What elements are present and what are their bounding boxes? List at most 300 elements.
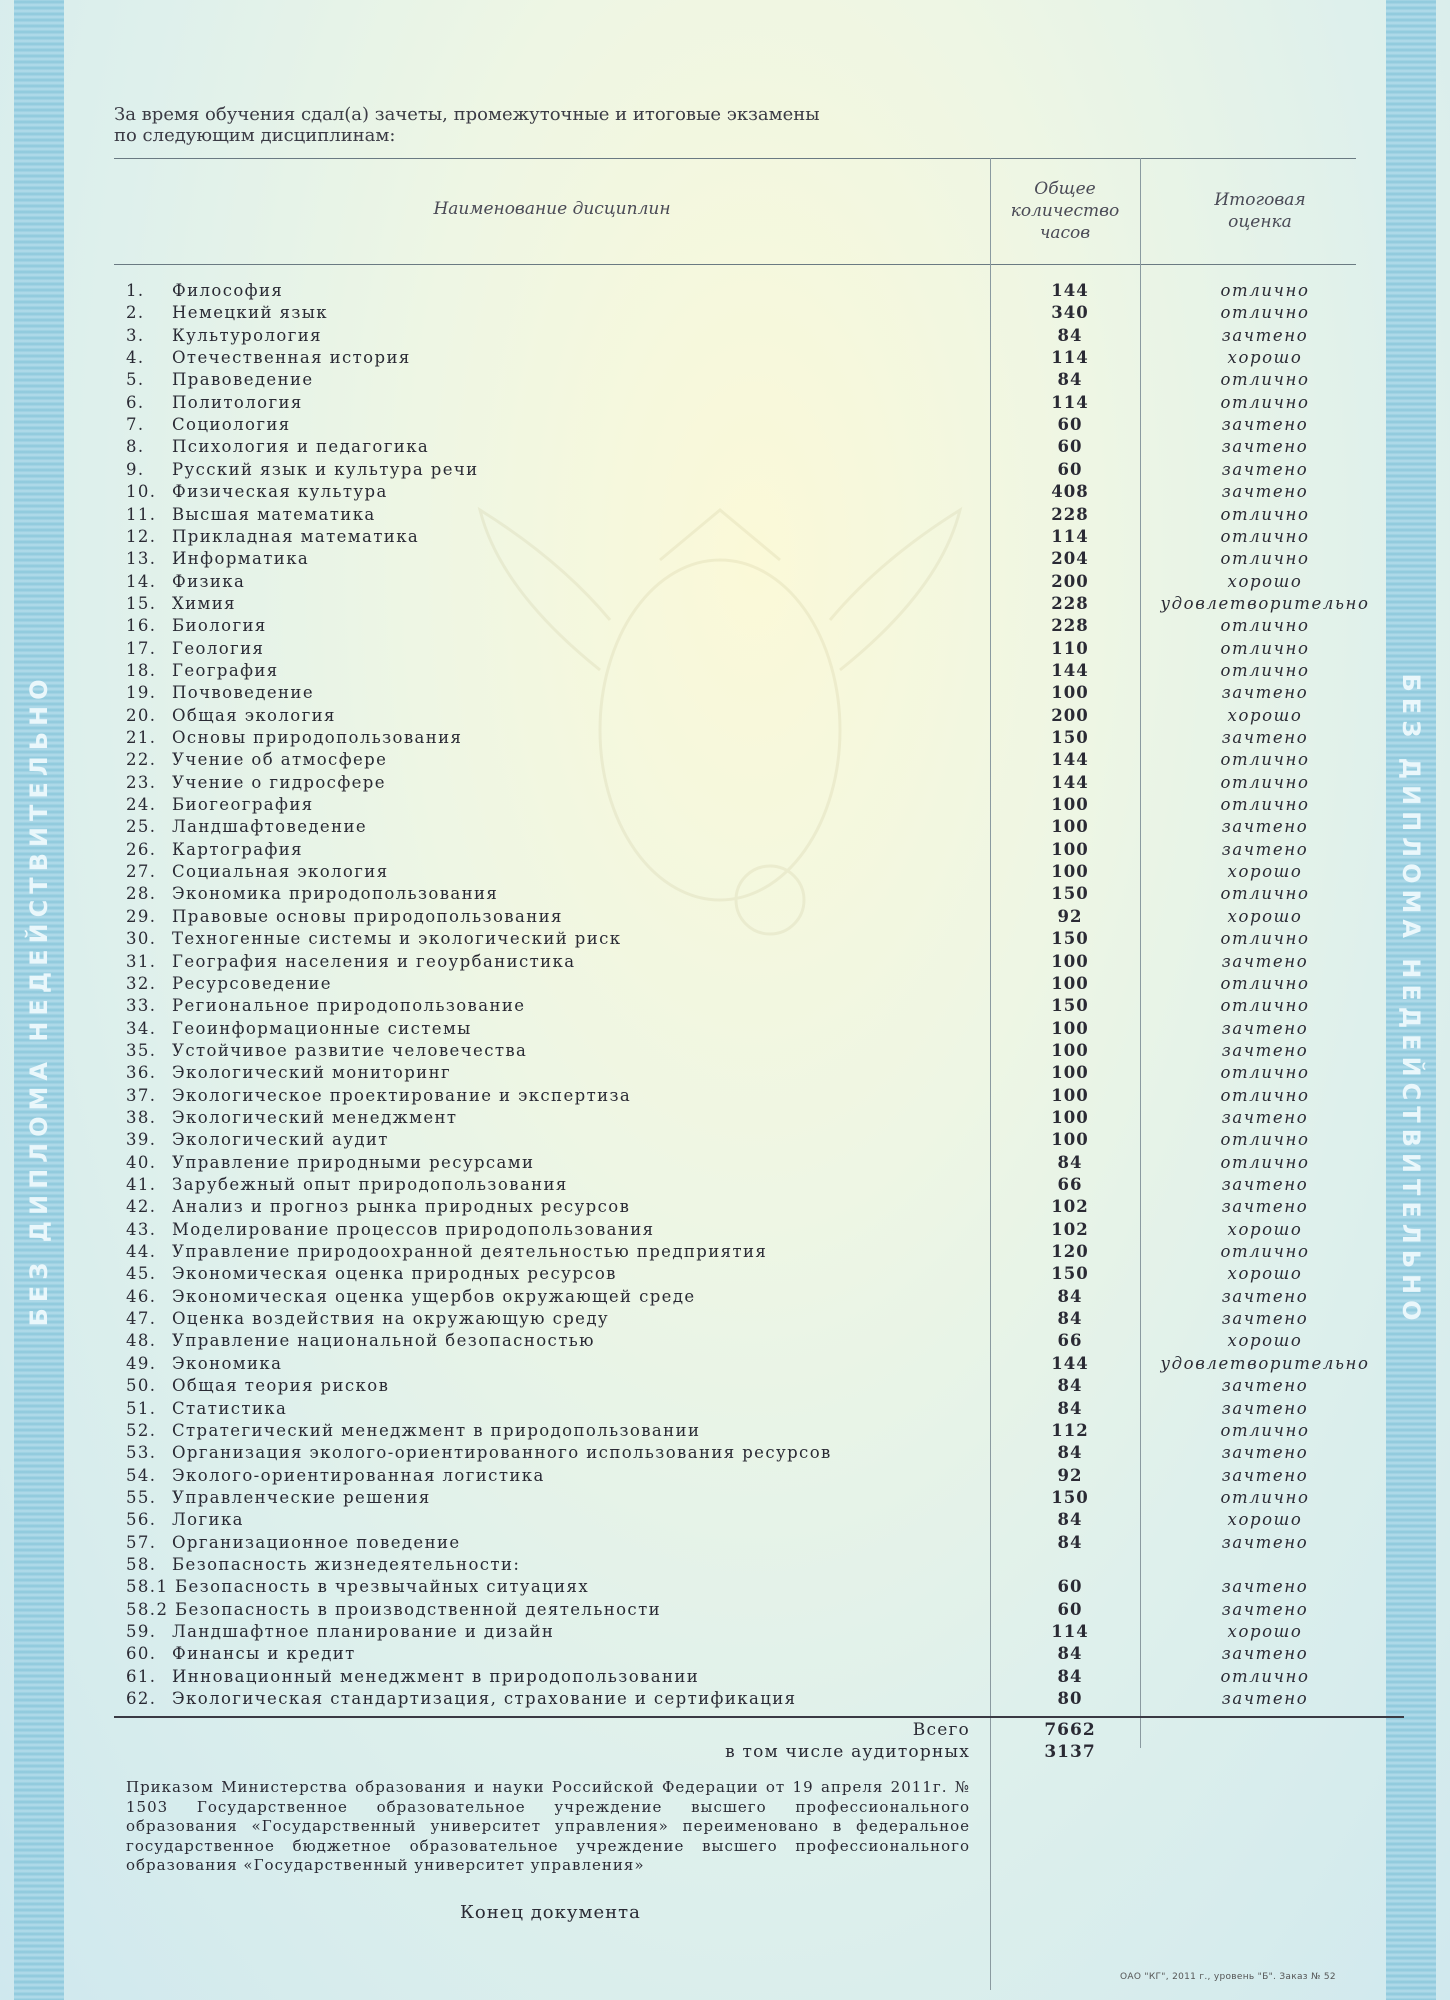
row-number: 11. — [126, 504, 157, 524]
row-number: 30. — [126, 929, 157, 949]
row-number: 10. — [126, 482, 157, 502]
row-number: 52. — [126, 1420, 157, 1440]
table-row — [0, 1174, 1450, 1196]
row-number: 34. — [126, 1018, 157, 1038]
discipline-name: Социальная экология — [172, 862, 389, 882]
row-grade: зачтено — [1221, 1465, 1309, 1485]
row-number: 21. — [126, 728, 157, 747]
row-number: 51. — [126, 1398, 157, 1418]
row-hours: 114 — [1051, 392, 1089, 412]
row-number: 50. — [126, 1376, 157, 1396]
discipline-name: Русский язык и культура речи — [172, 459, 479, 479]
table-row — [0, 1576, 1450, 1598]
row-number: 9. — [126, 459, 145, 479]
row-number: 3. — [126, 325, 145, 345]
discipline-name: География — [172, 660, 279, 680]
row-grade: зачтено — [1221, 839, 1309, 859]
row-hours: 144 — [1051, 750, 1089, 770]
row-hours: 150 — [1051, 929, 1089, 949]
table-row — [0, 1442, 1450, 1464]
row-grade: хорошо — [1227, 348, 1303, 368]
row-number: 24. — [126, 795, 157, 815]
row-grade: отлично — [1220, 973, 1310, 993]
table-row — [0, 1688, 1450, 1710]
row-hours: 80 — [1057, 1689, 1083, 1709]
table-row — [0, 749, 1450, 771]
row-number: 59. — [126, 1622, 157, 1641]
table-row — [0, 772, 1450, 794]
printer-footer: ОАО "КГ", 2011 г., уровень "Б". Заказ № 52 — [1120, 1972, 1336, 1982]
discipline-name: Общая экология — [172, 705, 336, 725]
row-grade: отлично — [1220, 795, 1310, 815]
row-number: 37. — [126, 1085, 157, 1105]
discipline-name: Социология — [172, 415, 291, 435]
table-row — [0, 504, 1450, 526]
row-number: 4. — [126, 348, 145, 368]
table-row — [0, 1465, 1450, 1487]
table-row — [0, 1196, 1450, 1218]
intro-line-2: по следующим дисциплинам: — [114, 125, 396, 146]
discipline-name: Учение о гидросфере — [172, 772, 386, 792]
row-number: 35. — [126, 1040, 157, 1060]
row-hours: 84 — [1057, 1309, 1083, 1329]
table-row — [0, 995, 1450, 1017]
row-grade: отлично — [1220, 549, 1310, 569]
table-row — [0, 1085, 1450, 1107]
row-grade: отлично — [1220, 526, 1310, 546]
row-grade: отлично — [1220, 616, 1310, 636]
row-grade: отлично — [1220, 1085, 1310, 1105]
discipline-name: Региональное природопользование — [172, 996, 526, 1016]
border-text-right: БЕЗ ДИПЛОМА НЕДЕЙСТВИТЕЛЬНО — [1397, 673, 1425, 1327]
row-hours: 150 — [1051, 1487, 1089, 1507]
row-grade: отлично — [1220, 929, 1310, 949]
discipline-name: Правовые основы природопользования — [172, 906, 563, 926]
row-hours: 102 — [1051, 1219, 1089, 1239]
row-grade: хорошо — [1227, 1331, 1303, 1351]
row-number: 1. — [126, 281, 145, 300]
table-row — [0, 951, 1450, 973]
discipline-name: 58.2 Безопасность в производственной деятельности — [126, 1599, 661, 1619]
discipline-name: 58.1 Безопасность в чрезвычайных ситуациях — [126, 1577, 590, 1597]
row-number: 41. — [126, 1175, 157, 1194]
table-row — [0, 1666, 1450, 1688]
auditory-label: в том числе аудиторных — [725, 1742, 970, 1762]
row-grade: отлично — [1220, 1242, 1310, 1262]
row-number: 40. — [126, 1152, 157, 1172]
row-number: 61. — [126, 1666, 157, 1686]
table-row — [0, 660, 1450, 682]
table-row — [0, 839, 1450, 861]
table-row — [0, 548, 1450, 570]
row-number: 42. — [126, 1197, 157, 1217]
row-grade: хорошо — [1227, 705, 1303, 725]
table-row — [0, 1219, 1450, 1241]
row-number: 49. — [126, 1353, 157, 1373]
row-grade: зачтено — [1221, 683, 1309, 703]
row-grade: зачтено — [1221, 1018, 1309, 1038]
row-number: 19. — [126, 683, 157, 703]
row-grade: зачтено — [1221, 951, 1309, 971]
row-hours: 84 — [1057, 1152, 1083, 1172]
discipline-name: География населения и геоурбанистика — [172, 951, 576, 971]
row-number: 6. — [126, 392, 145, 412]
row-grade: зачтено — [1221, 1175, 1309, 1194]
row-hours: 150 — [1051, 884, 1089, 904]
row-grade: зачтено — [1221, 1107, 1309, 1127]
discipline-name: Эколого-ориентированная логистика — [172, 1465, 545, 1485]
discipline-name: Экономика природопользования — [172, 884, 499, 904]
discipline-name: Биология — [172, 616, 267, 636]
row-hours: 144 — [1051, 660, 1089, 680]
table-row — [0, 1241, 1450, 1263]
discipline-name: Управление природоохранной деятельностью предприятия — [172, 1242, 768, 1262]
row-grade: отлично — [1220, 1420, 1310, 1440]
row-grade: отлично — [1220, 1487, 1310, 1507]
table-row — [0, 1599, 1450, 1621]
row-grade: зачтено — [1221, 1599, 1309, 1619]
table-row — [0, 325, 1450, 347]
row-grade: хорошо — [1227, 571, 1303, 591]
row-grade: зачтено — [1221, 1443, 1309, 1463]
discipline-name: Экологический аудит — [172, 1130, 389, 1150]
discipline-name: Стратегический менеджмент в природопользовании — [172, 1420, 701, 1440]
row-grade: зачтено — [1221, 1577, 1309, 1597]
row-hours: 112 — [1051, 1420, 1089, 1440]
row-hours: 100 — [1051, 683, 1089, 703]
table-row — [0, 973, 1450, 995]
row-number: 27. — [126, 862, 157, 882]
row-number: 32. — [126, 973, 157, 993]
row-number: 53. — [126, 1443, 157, 1463]
row-hours: 228 — [1051, 616, 1089, 636]
table-row — [0, 638, 1450, 660]
row-grade: хорошо — [1227, 1510, 1303, 1530]
row-number: 22. — [126, 750, 157, 770]
row-number: 43. — [126, 1219, 157, 1239]
row-grade: зачтено — [1221, 1197, 1309, 1217]
discipline-name: Политология — [172, 392, 303, 412]
discipline-name: Биогеография — [172, 795, 314, 815]
row-hours: 228 — [1051, 593, 1089, 613]
table-row — [0, 1353, 1450, 1375]
row-hours: 100 — [1051, 1130, 1089, 1150]
row-number: 36. — [126, 1063, 157, 1083]
row-number: 47. — [126, 1309, 157, 1329]
row-grade: отлично — [1220, 1666, 1310, 1686]
row-hours: 84 — [1057, 1510, 1083, 1530]
row-hours: 200 — [1051, 571, 1089, 591]
row-grade: зачтено — [1221, 1309, 1309, 1329]
row-number: 62. — [126, 1689, 157, 1709]
discipline-name: Управление природными ресурсами — [172, 1152, 535, 1172]
row-number: 12. — [126, 526, 157, 546]
discipline-name: Экономическая оценка ущербов окружающей среде — [172, 1286, 696, 1306]
row-grade: хорошо — [1227, 1622, 1303, 1641]
discipline-name: Отечественная история — [172, 348, 411, 368]
table-row — [0, 928, 1450, 950]
row-grade: отлично — [1220, 392, 1310, 412]
discipline-name: Экологический менеджмент — [172, 1107, 458, 1127]
row-grade: зачтено — [1221, 728, 1309, 747]
row-hours: 100 — [1051, 795, 1089, 815]
row-hours: 84 — [1057, 370, 1083, 390]
discipline-name: Управление национальной безопасностью — [172, 1331, 595, 1351]
row-hours: 60 — [1057, 459, 1083, 479]
table-row — [0, 1152, 1450, 1174]
discipline-name: Экологическая стандартизация, страхование и сертификация — [172, 1689, 797, 1709]
row-hours: 340 — [1051, 303, 1089, 323]
header-total-hours — [990, 178, 1140, 244]
intro-line-1: За время обучения сдал(а) зачеты, промежуточные и итоговые экзамены — [114, 104, 820, 125]
table-row — [0, 392, 1450, 414]
table-row — [0, 1263, 1450, 1285]
discipline-name: Экологическое проектирование и экспертиза — [172, 1085, 632, 1105]
row-hours: 100 — [1051, 817, 1089, 837]
row-grade: отлично — [1220, 504, 1310, 524]
row-hours: 84 — [1057, 1443, 1083, 1463]
row-grade: отлично — [1220, 638, 1310, 658]
row-number: 33. — [126, 996, 157, 1016]
row-hours: 144 — [1051, 772, 1089, 792]
row-hours: 228 — [1051, 504, 1089, 524]
table-row — [0, 369, 1450, 391]
auditory-hours: 3137 — [1044, 1742, 1096, 1762]
row-grade: зачтено — [1221, 1644, 1309, 1664]
row-number: 31. — [126, 951, 157, 971]
table-row — [0, 280, 1450, 302]
discipline-name: Экономика — [172, 1353, 283, 1373]
table-row — [0, 1554, 1450, 1576]
row-hours: 100 — [1051, 839, 1089, 859]
row-grade: удовлетворительно — [1160, 593, 1370, 613]
row-number: 55. — [126, 1487, 157, 1507]
row-grade: хорошо — [1227, 906, 1303, 926]
discipline-name: Логика — [172, 1510, 244, 1530]
row-hours: 102 — [1051, 1197, 1089, 1217]
row-hours: 150 — [1051, 728, 1089, 747]
discipline-name: Картография — [172, 839, 303, 859]
row-hours: 144 — [1051, 281, 1089, 300]
row-hours: 200 — [1051, 705, 1089, 725]
row-number: 8. — [126, 437, 145, 457]
table-row — [0, 1509, 1450, 1531]
row-grade: зачтено — [1221, 1376, 1309, 1396]
discipline-name: Ресурсоведение — [172, 973, 332, 993]
discipline-name: Правоведение — [172, 370, 314, 390]
row-hours: 100 — [1051, 973, 1089, 993]
row-hours: 110 — [1051, 638, 1089, 658]
row-grade: зачтено — [1221, 1286, 1309, 1306]
discipline-name: Ландшафтное планирование и дизайн — [172, 1622, 555, 1641]
header-hours-line-1: Общее — [1034, 179, 1096, 199]
row-grade: отлично — [1220, 750, 1310, 770]
row-hours: 92 — [1057, 1465, 1083, 1485]
row-hours: 60 — [1057, 1599, 1083, 1619]
total-hours: 7662 — [1044, 1720, 1096, 1740]
row-hours: 204 — [1051, 549, 1089, 569]
discipline-name: Геология — [172, 638, 265, 658]
row-grade: отлично — [1220, 996, 1310, 1016]
row-number: 17. — [126, 638, 157, 658]
row-grade: хорошо — [1227, 1219, 1303, 1239]
table-row — [0, 414, 1450, 436]
row-grade: отлично — [1220, 1063, 1310, 1083]
table-row — [0, 593, 1450, 615]
discipline-name: Техногенные системы и экологический риск — [172, 929, 622, 949]
row-number: 28. — [126, 884, 157, 904]
row-hours: 150 — [1051, 1264, 1089, 1284]
row-hours: 60 — [1057, 415, 1083, 435]
discipline-name: Инновационный менеджмент в природопользовании — [172, 1666, 700, 1686]
discipline-name: Организационное поведение — [172, 1532, 461, 1552]
row-hours: 100 — [1051, 951, 1089, 971]
discipline-name: Культурология — [172, 325, 322, 345]
totals-rule — [114, 1716, 1404, 1718]
discipline-name: Химия — [172, 593, 236, 613]
discipline-name: Информатика — [172, 549, 310, 569]
discipline-name: Почвоведение — [172, 683, 314, 703]
table-row — [0, 526, 1450, 548]
discipline-name: Прикладная математика — [172, 526, 420, 546]
row-number: 5. — [126, 370, 145, 390]
row-number: 44. — [126, 1242, 157, 1262]
row-hours: 114 — [1051, 526, 1089, 546]
row-number: 18. — [126, 660, 157, 680]
discipline-name: Философия — [172, 281, 284, 300]
row-number: 39. — [126, 1130, 157, 1150]
row-hours: 100 — [1051, 862, 1089, 882]
table-row — [0, 1398, 1450, 1420]
header-hours-line-3: часов — [1039, 223, 1091, 243]
header-bottom-rule — [114, 264, 1356, 265]
row-number: 14. — [126, 571, 157, 591]
table-row — [0, 1129, 1450, 1151]
row-number: 45. — [126, 1264, 157, 1284]
table-row — [0, 1062, 1450, 1084]
row-grade: зачтено — [1221, 415, 1309, 435]
table-row — [0, 861, 1450, 883]
row-hours: 92 — [1057, 906, 1083, 926]
row-grade: зачтено — [1221, 817, 1309, 837]
table-row — [0, 302, 1450, 324]
table-row — [0, 1107, 1450, 1129]
row-hours: 100 — [1051, 1018, 1089, 1038]
row-number: 60. — [126, 1644, 157, 1664]
row-grade: зачтено — [1221, 1532, 1309, 1552]
row-hours: 100 — [1051, 1107, 1089, 1127]
row-number: 38. — [126, 1107, 157, 1127]
discipline-name: Зарубежный опыт природопользования — [172, 1175, 568, 1194]
discipline-name: Управленческие решения — [172, 1487, 431, 1507]
row-grade: отлично — [1220, 772, 1310, 792]
row-grade: отлично — [1220, 660, 1310, 680]
row-grade: зачтено — [1221, 1689, 1309, 1709]
row-number: 26. — [126, 839, 157, 859]
row-grade: удовлетворительно — [1160, 1353, 1370, 1373]
row-number: 46. — [126, 1286, 157, 1306]
header-grade-line-2: оценка — [1228, 212, 1292, 232]
discipline-name: Организация эколого-ориентированного использования ресурсов — [172, 1443, 832, 1463]
table-row — [0, 1286, 1450, 1308]
row-hours: 150 — [1051, 996, 1089, 1016]
row-number: 48. — [126, 1331, 157, 1351]
end-of-document: Конец документа — [460, 1902, 641, 1923]
row-grade: зачтено — [1221, 1040, 1309, 1060]
row-number: 16. — [126, 616, 157, 636]
row-grade: зачтено — [1221, 1398, 1309, 1418]
table-row — [0, 436, 1450, 458]
ministry-order-note: Приказом Министерства образования и науки Российской Федерации от 19 апреля 2011г. № 1503 Государственное образовательное учреждение высшего профессионального образования «Государственный университет управления» переименовано в федеральное государственное бюджетное образовательное учреждение высшего профессионального образования «Государственный университет управления» — [126, 1778, 970, 1875]
row-number: 56. — [126, 1510, 157, 1530]
table-row — [0, 1375, 1450, 1397]
table-row — [0, 1040, 1450, 1062]
table-row — [0, 727, 1450, 749]
header-grade-line-1: Итоговая — [1214, 190, 1306, 210]
header-discipline-name: Наименование дисциплин — [433, 199, 671, 219]
row-hours: 100 — [1051, 1040, 1089, 1060]
discipline-name: Моделирование процессов природопользования — [172, 1219, 655, 1239]
row-number: 15. — [126, 593, 157, 613]
row-grade: отлично — [1220, 370, 1310, 390]
row-hours: 84 — [1057, 1644, 1083, 1664]
row-hours: 100 — [1051, 1063, 1089, 1083]
table-row — [0, 1018, 1450, 1040]
row-grade: хорошо — [1227, 1264, 1303, 1284]
discipline-name: Немецкий язык — [172, 303, 328, 323]
header-hours-line-2: количество — [1010, 201, 1120, 221]
discipline-name: Финансы и кредит — [172, 1644, 356, 1664]
table-row — [0, 571, 1450, 593]
row-number: 13. — [126, 549, 157, 569]
row-grade: отлично — [1220, 303, 1310, 323]
row-number: 7. — [126, 415, 145, 435]
discipline-name: Оценка воздействия на окружающую среду — [172, 1309, 610, 1329]
table-row — [0, 1487, 1450, 1509]
row-hours: 84 — [1057, 1532, 1083, 1552]
row-hours: 84 — [1057, 325, 1083, 345]
row-number: 57. — [126, 1532, 157, 1552]
row-hours: 114 — [1051, 348, 1089, 368]
header-final-grade — [1140, 189, 1380, 233]
table-row — [0, 1643, 1450, 1665]
discipline-name: Геоинформационные системы — [172, 1018, 472, 1038]
row-hours: 60 — [1057, 437, 1083, 457]
table-row — [0, 705, 1450, 727]
discipline-name: Высшая математика — [172, 504, 376, 524]
row-hours: 84 — [1057, 1376, 1083, 1396]
row-grade: отлично — [1220, 1152, 1310, 1172]
row-number: 23. — [126, 772, 157, 792]
discipline-name: Физическая культура — [172, 482, 388, 502]
row-grade: отлично — [1220, 281, 1310, 300]
discipline-name: Психология и педагогика — [172, 437, 430, 457]
header-top-rule — [114, 158, 1356, 159]
table-row — [0, 883, 1450, 905]
discipline-name: Статистика — [172, 1398, 288, 1418]
row-hours: 84 — [1057, 1666, 1083, 1686]
row-hours: 84 — [1057, 1286, 1083, 1306]
row-grade: отлично — [1220, 884, 1310, 904]
row-hours: 408 — [1051, 482, 1089, 502]
row-number: 2. — [126, 303, 145, 323]
table-row — [0, 347, 1450, 369]
row-number: 54. — [126, 1465, 157, 1485]
border-text-left: БЕЗ ДИПЛОМА НЕДЕЙСТВИТЕЛЬНО — [25, 673, 53, 1327]
table-row — [0, 906, 1450, 928]
row-hours: 84 — [1057, 1398, 1083, 1418]
discipline-name: Основы природопользования — [172, 728, 463, 747]
